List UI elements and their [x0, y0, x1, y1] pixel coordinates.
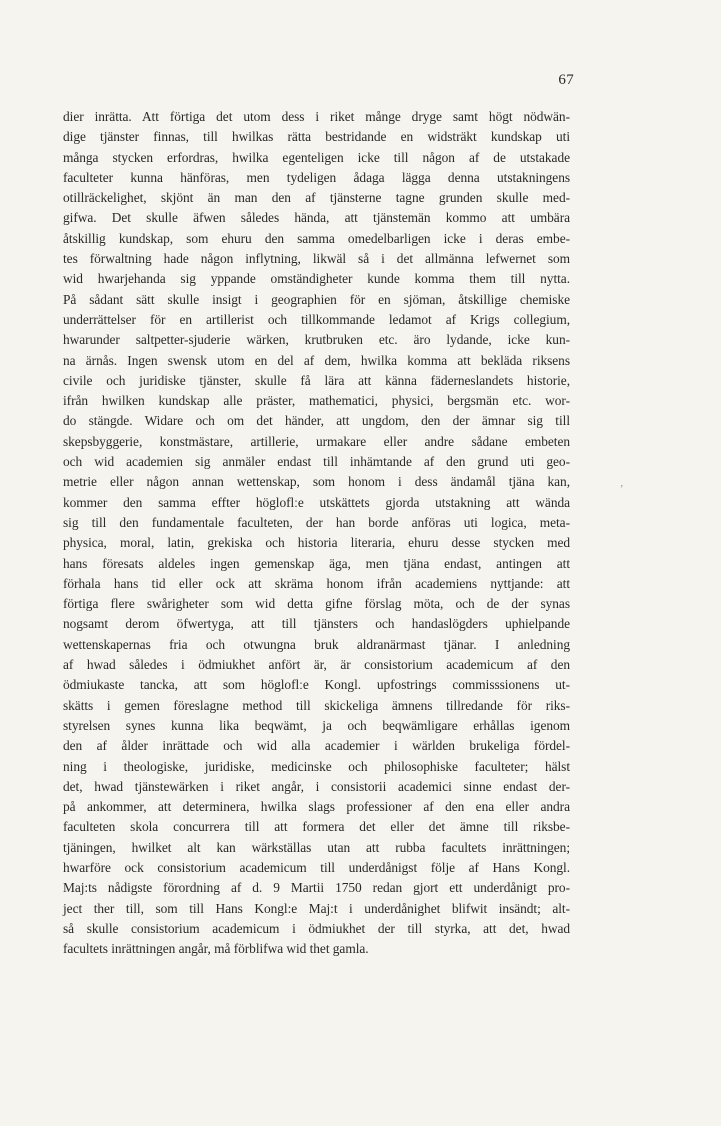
text-line: physica, moral, latin, grekiska och historia literaria, ehuru desse stycken med: [63, 535, 570, 551]
text-line: gifwa. Det skulle äfwen således hända, att tjänstemän kommo att umbära: [63, 210, 570, 226]
text-line: åtskillig kundskap, som ehuru den samma omedelbarligen icke i deras embe-: [63, 230, 570, 246]
text-line: skätts i gemen föreslagne method till skickeliga ämnens tillredande för riks-: [63, 697, 570, 713]
text-line: sig till den fundamentale faculteten, der han borde anföras uti logica, meta-: [63, 514, 570, 530]
text-line: hwarunder saltpetter-sjuderie wärken, krutbruken etc. äro lydande, icke kun-: [63, 332, 570, 348]
text-line: tes förwaltning hade någon inflytning, likwäl så i det allmänna lefwernet som: [63, 251, 570, 267]
text-line: så skulle consistorium academicum i ödmiukhet der till styrka, att det, hwad: [63, 920, 570, 936]
margin-mark: ’: [620, 484, 624, 495]
text-line: Maj:ts nådigste förordning af d. 9 Martii 1750 redan gjort ett underdånigt pro-: [63, 880, 570, 896]
text-line: faculteter kunna hänföras, men tydeligen ådaga lägga denna utstakningens: [63, 169, 570, 185]
text-line: hwarföre ock consistorium academicum till underdånigst följe af Hans Kongl.: [63, 859, 570, 875]
text-line: förhala hans tid eller ock att skräma honom ifrån academiens nyttjande: att: [63, 575, 570, 591]
text-line: civile och juridiske tjänster, skulle få lära att känna fäderneslandets historie,: [63, 372, 570, 388]
page-number: 67: [558, 72, 574, 88]
text-line: metrie eller någon annan wettenskap, som honom i dess ändamål tjäna kan,: [63, 474, 570, 490]
text-line: förtiga flere swårigheter som wid detta gifne förslag möta, och de der synas: [63, 596, 570, 612]
text-line: ject ther till, som till Hans Kongl:e Maj:t i underdånighet blifwit insändt; alt-: [63, 900, 570, 916]
text-line: dige tjänster finnas, till hwilkas rätta bestridande en widsträkt kundskap uti: [63, 129, 570, 145]
text-line: många stycken erfordras, hwilka egenteligen icke till någon af de utstakade: [63, 149, 570, 165]
text-line: dier inrätta. Att förtiga det utom dess i riket månge dryge samt högt nödwän-: [63, 109, 570, 124]
text-line: kommer den samma effter högloflːe utskättets gjorda utstakning att wända: [63, 494, 570, 510]
text-line: den af ålder inrättade och wid alla academier i wärlden brukeliga fördel-: [63, 738, 570, 754]
text-line: tjäningen, hwilket alt kan wärkställas utan att rubba facultets inrättningen;: [63, 839, 570, 855]
text-line: nogsamt derom öfwertyga, att till tjänsters och handaslögders uphielpande: [63, 616, 570, 632]
text-line: På sådant sätt skulle insigt i geographien för en sjöman, åtskillige chemiske: [63, 291, 570, 307]
text-line: skepsbyggerie, konstmästare, artillerie, urmakare eller andre sådane embeten: [63, 433, 570, 449]
text-line: ning i theologiske, juridiske, medicinske och philosophiske faculteter; hälst: [63, 758, 570, 774]
text-line: styrelsen synes kunna lika beqwämt, ja och beqwämligare erhållas igenom: [63, 717, 570, 733]
text-line: faculteten skola concurrera till att formera det eller det ämne till riksbe-: [63, 819, 570, 835]
text-line: underrättelser för en artillerist och tillkommande ledamot af Krigs collegium,: [63, 311, 570, 327]
text-line: wettenskapernas fria och otwungna bruk aldranärmast tjänar. I anledning: [63, 636, 570, 652]
text-line: ödmiukaste tancka, att som högloflːe Kongl. upfostrings commisssionens ut-: [63, 677, 570, 693]
text-line: hans föresats aldeles ingen gemenskap äga, men tjäna endast, antingen att: [63, 555, 570, 571]
text-line: ifrån hwilken kundskap alle präster, mathematici, physici, bergsmän etc. wor-: [63, 393, 570, 409]
text-line: facultets inrättningen angår, må förblifwa wid thet gamla.: [63, 941, 369, 957]
text-line: na ärnås. Ingen swensk utom en del af dem, hwilka komma att bekläda riksens: [63, 352, 570, 368]
text-line: wid hwarjehanda sig yppande omständigheter kunde komma them till nytta.: [63, 271, 570, 287]
text-line: af hwad således i ödmiukhet anfört är, är consistorium academicum af den: [63, 657, 570, 673]
text-line: do stängde. Widare och om det händer, att ungdom, den der ämnar sig till: [63, 413, 570, 429]
text-line: och wid academien sig anmäler endast till inhämtande af den grund uti geo-: [63, 454, 570, 470]
text-line: på ankommer, att determinera, hwilka slags professioner af den ena eller andra: [63, 799, 570, 815]
text-line: det, hwad tjänstewärken i riket angår, i consistorii academici sinne endast der-: [63, 778, 570, 794]
body-text: [63, 107, 570, 959]
text-line: otillräckelighet, skjönt än man den af tjänsterne tagne grunden skulle med-: [63, 190, 570, 206]
